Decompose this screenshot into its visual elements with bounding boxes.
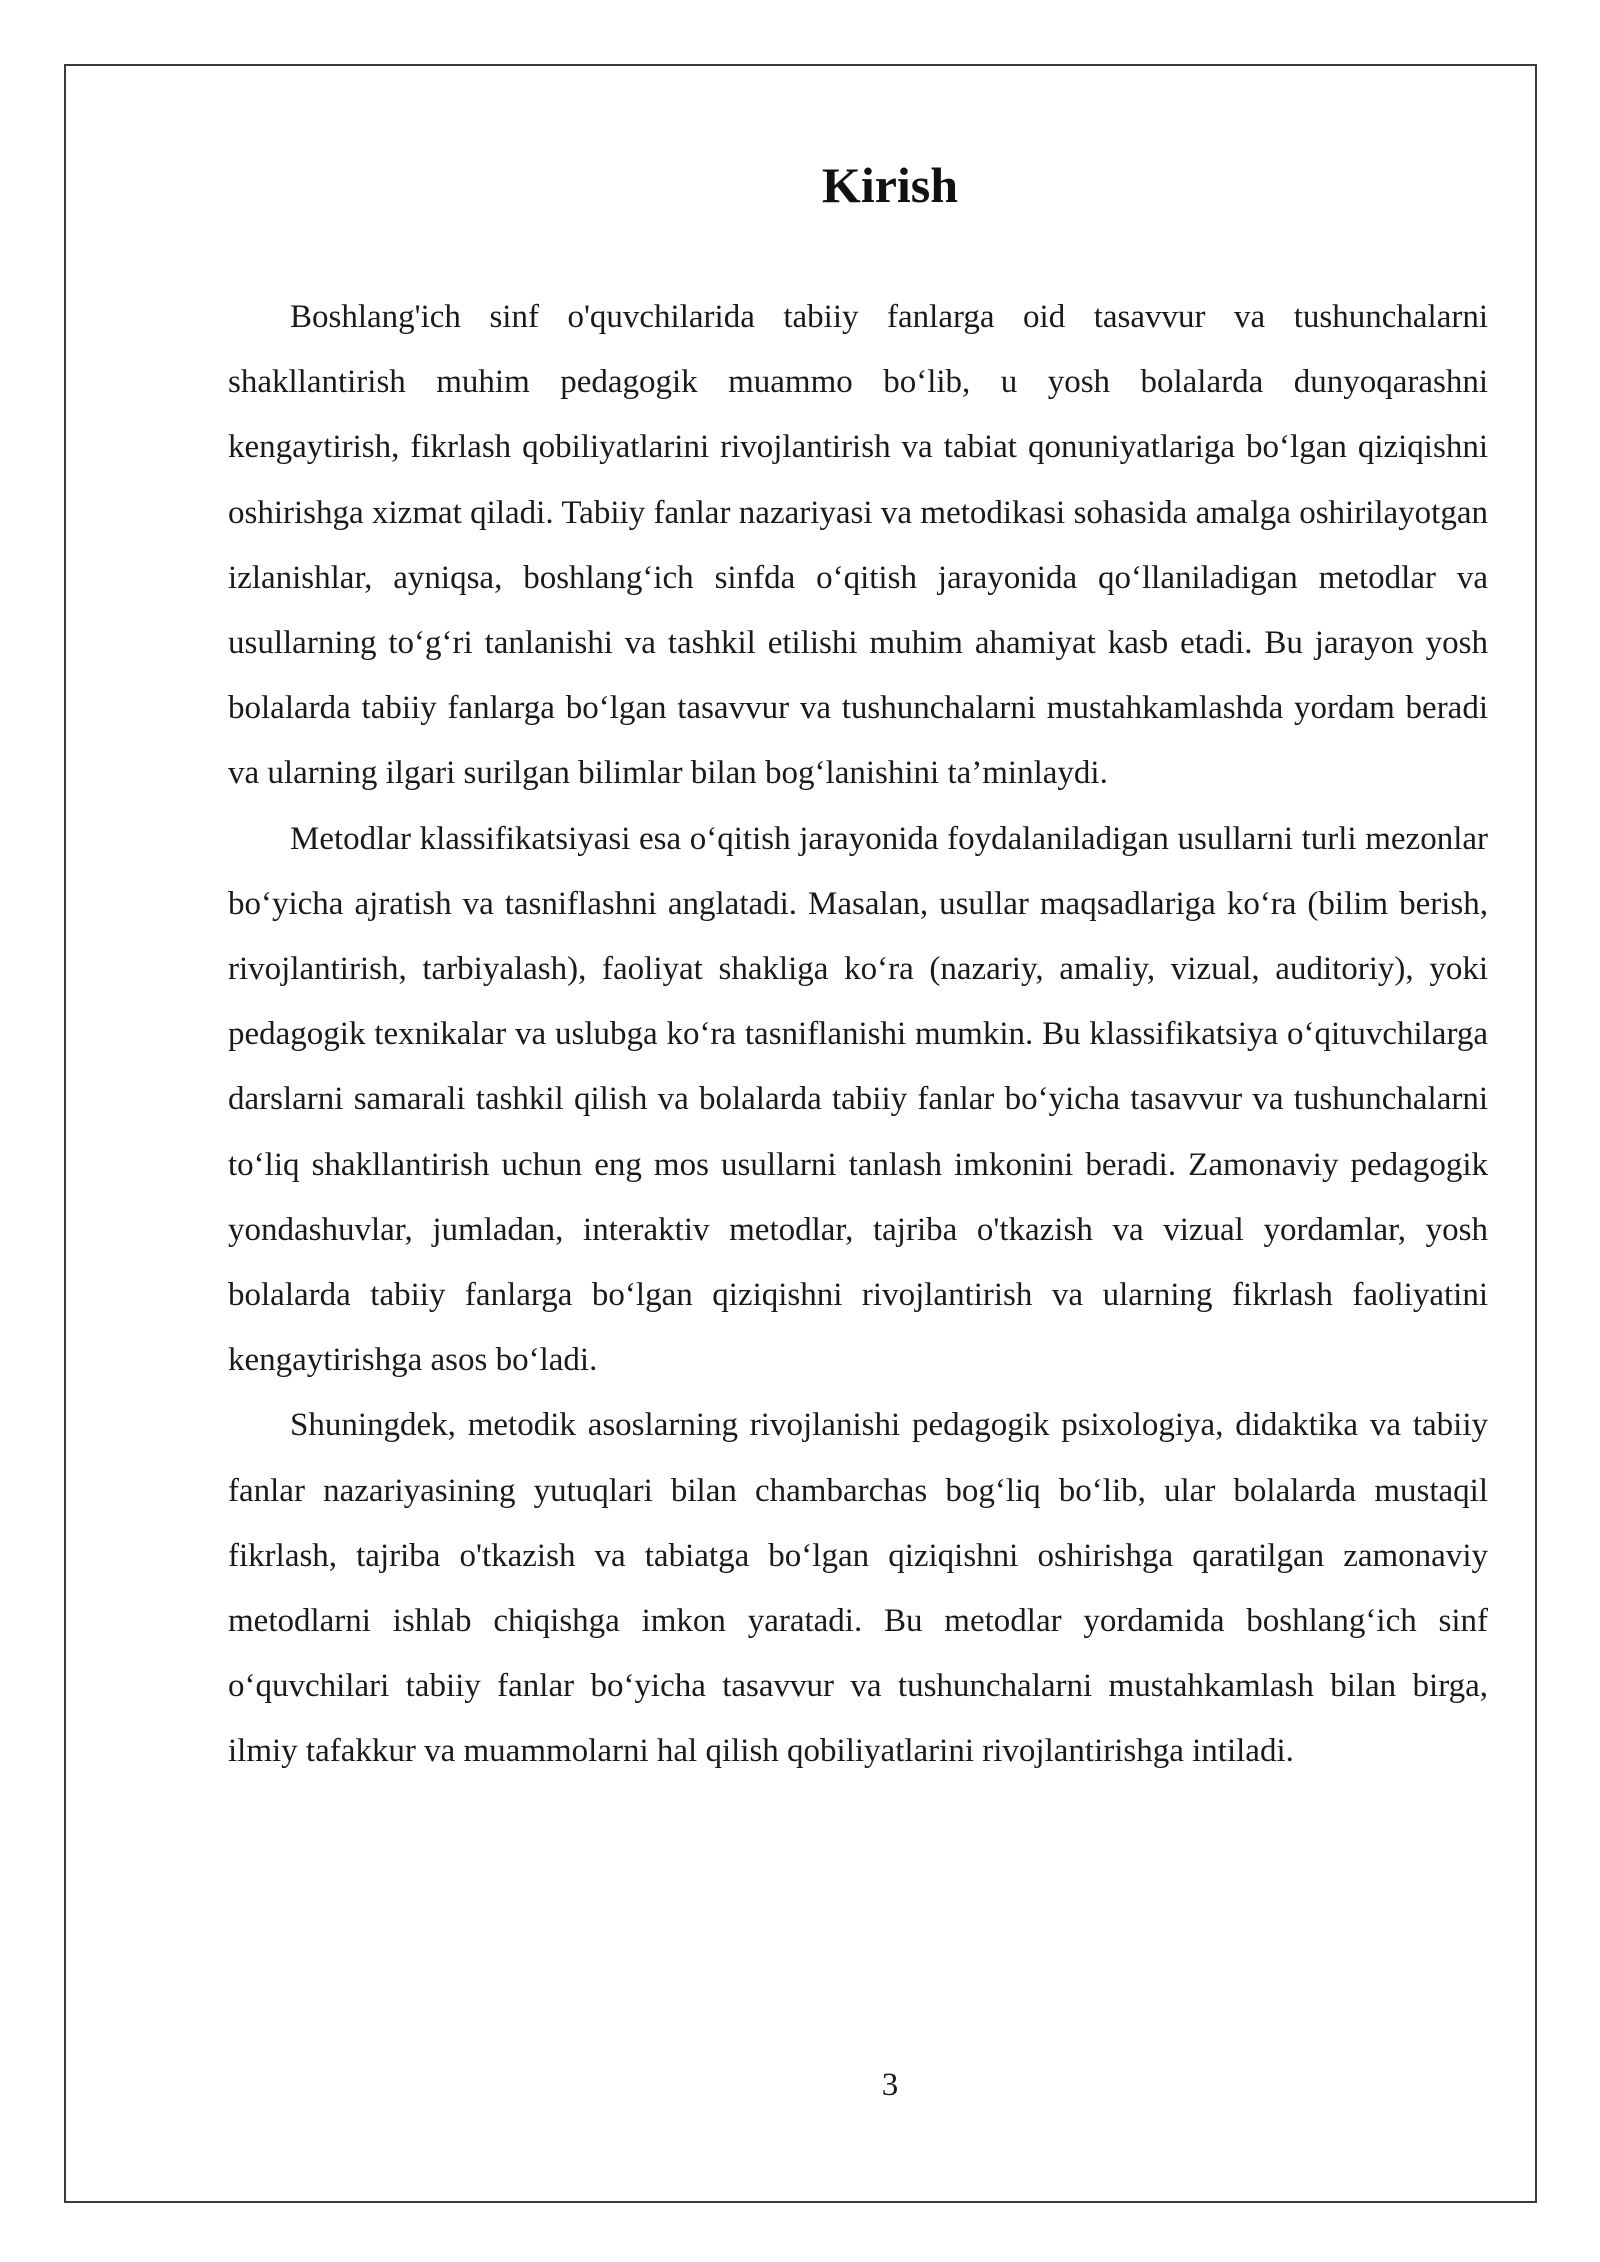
paragraph-2: Metodlar klassifikatsiyasi esa o‘qitish jarayonida foydalaniladigan usullarni turli mezonlar bo‘yicha ajratish va tasniflashni anglatadi. Masalan, usullar maqsadlariga ko‘ra (bilim berish, rivojlantirish, tarbiyalash), faoliyat shakliga ko‘ra (nazariy, amaliy, vizual, auditoriy), yoki pedagogik texnikalar va uslubga ko‘ra tasniflanishi mumkin. Bu klassifikatsiya o‘qituvchilarga darslarni samarali tashkil qilish va bolalarda tabiiy fanlar bo‘yicha tasavvur va tushunchalarni to‘liq shakllantirish uchun eng mos usullarni tanlash imkonini beradi. Zamonaviy pedagogik yondashuvlar, jumladan, interaktiv metodlar, tajriba o'tkazish va vizual yordamlar, yosh bolalarda tabiiy fanlarga bo‘lgan qiziqishni rivojlantirish va ularning fikrlash faoliyatini kengaytirishga asos bo‘ladi.: [228, 820, 1488, 1379]
body-text: [228, 285, 1488, 1785]
paragraph-3: Shuningdek, metodik asoslarning rivojlanishi pedagogik psixologiya, didaktika va tabiiy fanlar nazariyasining yutuqlari bilan chambarchas bog‘liq bo‘lib, ular bolalarda mustaqil fikrlash, tajriba o'tkazish va tabiatga bo‘lgan qiziqishni oshirishga qaratilgan zamonaviy metodlarni ishlab chiqishga imkon yaratadi. Bu metodlar yordamida boshlang‘ich sinf o‘quvchilari tabiiy fanlar bo‘yicha tasavvur va tushunchalarni mustahkamlash bilan birga, ilmiy tafakkur va muammolarni hal qilish qobiliyatlarini rivojlantirishga intiladi.: [228, 1407, 1488, 1770]
page-number: 3: [881, 2067, 899, 2103]
page-title: Kirish: [821, 157, 959, 213]
paragraph-1: Boshlang'ich sinf o'quvchilarida tabiiy fanlarga oid tasavvur va tushunchalarni shakllantirish muhim pedagogik muammo bo‘lib, u yosh bolalarda dunyoqarashni kengaytirish, fikrlash qobiliyatlarini rivojlantirish va tabiat qonuniyatlariga bo‘lgan qiziqishni oshirishga xizmat qiladi. Tabiiy fanlar nazariyasi va metodikasi sohasida amalga oshirilayotgan izlanishlar, ayniqsa, boshlang‘ich sinfda o‘qitish jarayonida qo‘llaniladigan metodlar va usullarning to‘g‘ri tanlanishi va tashkil etilishi muhim ahamiyat kasb etadi. Bu jarayon yosh bolalarda tabiiy fanlarga bo‘lgan tasavvur va tushunchalarni mustahkamlashda yordam beradi va ularning ilgari surilgan bilimlar bilan bog‘lanishini ta’minlaydi.: [228, 299, 1488, 792]
